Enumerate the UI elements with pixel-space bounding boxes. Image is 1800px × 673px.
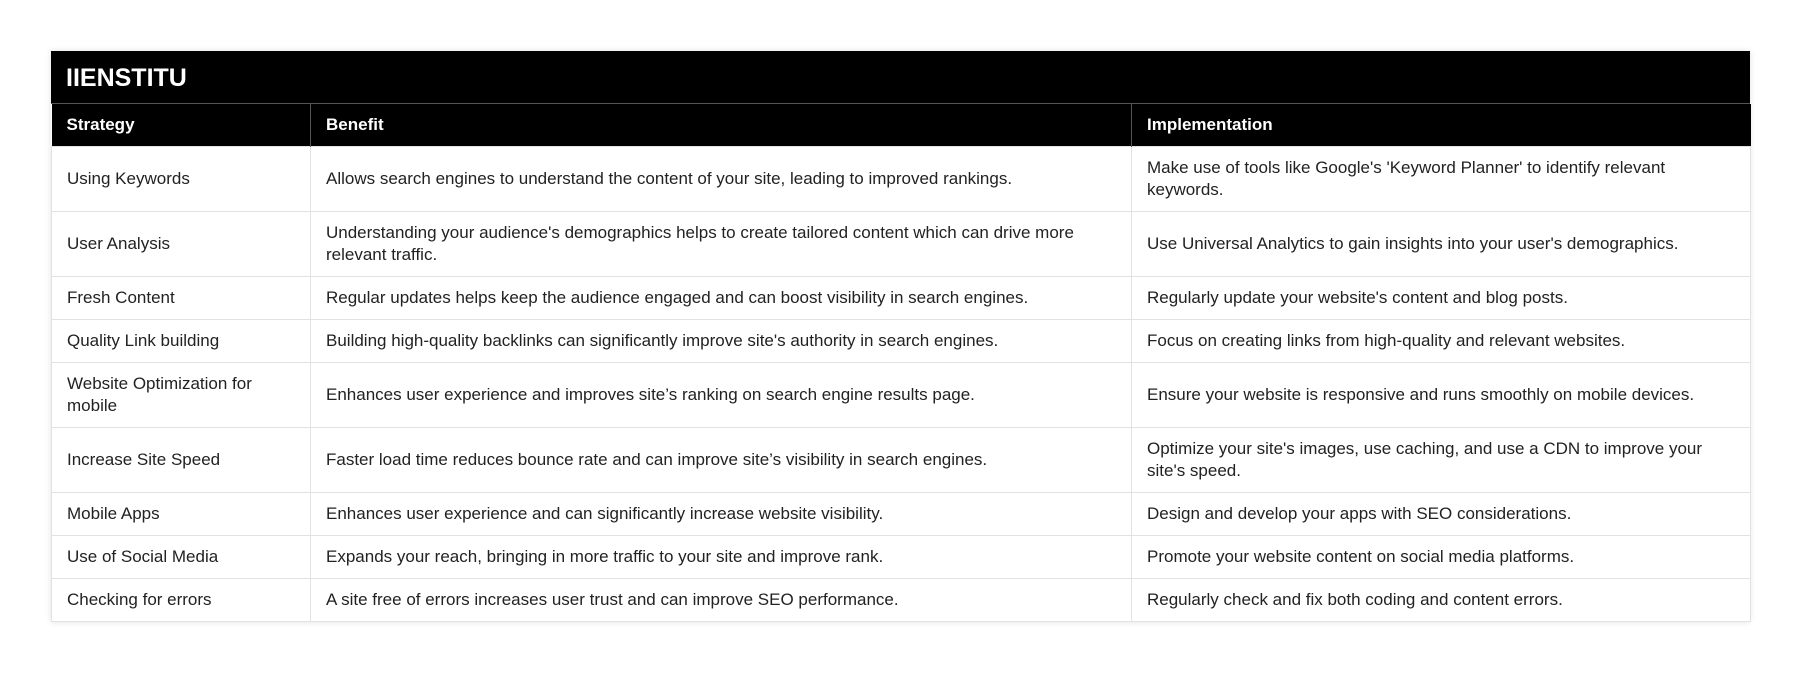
cell-implementation: Use Universal Analytics to gain insights into your user's demographics. xyxy=(1132,211,1751,276)
cell-benefit: Allows search engines to understand the content of your site, leading to improved rankings. xyxy=(311,146,1132,211)
cell-benefit: Enhances user experience and improves site’s ranking on search engine results page. xyxy=(311,362,1132,427)
cell-benefit: Understanding your audience's demographics helps to create tailored content which can drive more relevant traffic. xyxy=(311,211,1132,276)
cell-strategy: Website Optimization for mobile xyxy=(52,362,311,427)
cell-implementation: Regularly update your website's content and blog posts. xyxy=(1132,276,1751,319)
header-benefit: Benefit xyxy=(311,104,1132,146)
table-row xyxy=(52,362,1751,427)
cell-benefit: Enhances user experience and can significantly increase website visibility. xyxy=(311,492,1132,535)
cell-implementation: Design and develop your apps with SEO considerations. xyxy=(1132,492,1751,535)
cell-benefit: Expands your reach, bringing in more traffic to your site and improve rank. xyxy=(311,535,1132,578)
cell-strategy: Quality Link building xyxy=(52,319,311,362)
table-row xyxy=(52,578,1751,621)
table-row xyxy=(52,492,1751,535)
header-strategy: Strategy xyxy=(52,104,311,146)
table-row xyxy=(52,146,1751,211)
cell-strategy: Use of Social Media xyxy=(52,535,311,578)
cell-strategy: Checking for errors xyxy=(52,578,311,621)
header-row xyxy=(52,104,1751,146)
table-row xyxy=(52,276,1751,319)
cell-implementation: Promote your website content on social media platforms. xyxy=(1132,535,1751,578)
cell-benefit: Building high-quality backlinks can significantly improve site's authority in search engines. xyxy=(311,319,1132,362)
table-row xyxy=(52,211,1751,276)
table-title: IIENSTITU xyxy=(51,51,1750,104)
cell-strategy: Mobile Apps xyxy=(52,492,311,535)
cell-implementation: Make use of tools like Google's 'Keyword Planner' to identify relevant keywords. xyxy=(1132,146,1751,211)
cell-benefit: A site free of errors increases user trust and can improve SEO performance. xyxy=(311,578,1132,621)
strategy-table xyxy=(51,104,1751,622)
cell-implementation: Ensure your website is responsive and runs smoothly on mobile devices. xyxy=(1132,362,1751,427)
cell-implementation: Regularly check and fix both coding and content errors. xyxy=(1132,578,1751,621)
cell-strategy: User Analysis xyxy=(52,211,311,276)
cell-benefit: Regular updates helps keep the audience engaged and can boost visibility in search engines. xyxy=(311,276,1132,319)
strategy-table-container xyxy=(51,51,1750,622)
cell-strategy: Increase Site Speed xyxy=(52,427,311,492)
cell-benefit: Faster load time reduces bounce rate and can improve site’s visibility in search engines. xyxy=(311,427,1132,492)
table-row xyxy=(52,319,1751,362)
cell-strategy: Using Keywords xyxy=(52,146,311,211)
cell-implementation: Optimize your site's images, use caching, and use a CDN to improve your site's speed. xyxy=(1132,427,1751,492)
cell-implementation: Focus on creating links from high-quality and relevant websites. xyxy=(1132,319,1751,362)
table-row xyxy=(52,427,1751,492)
table-row xyxy=(52,535,1751,578)
header-implementation: Implementation xyxy=(1132,104,1751,146)
cell-strategy: Fresh Content xyxy=(52,276,311,319)
